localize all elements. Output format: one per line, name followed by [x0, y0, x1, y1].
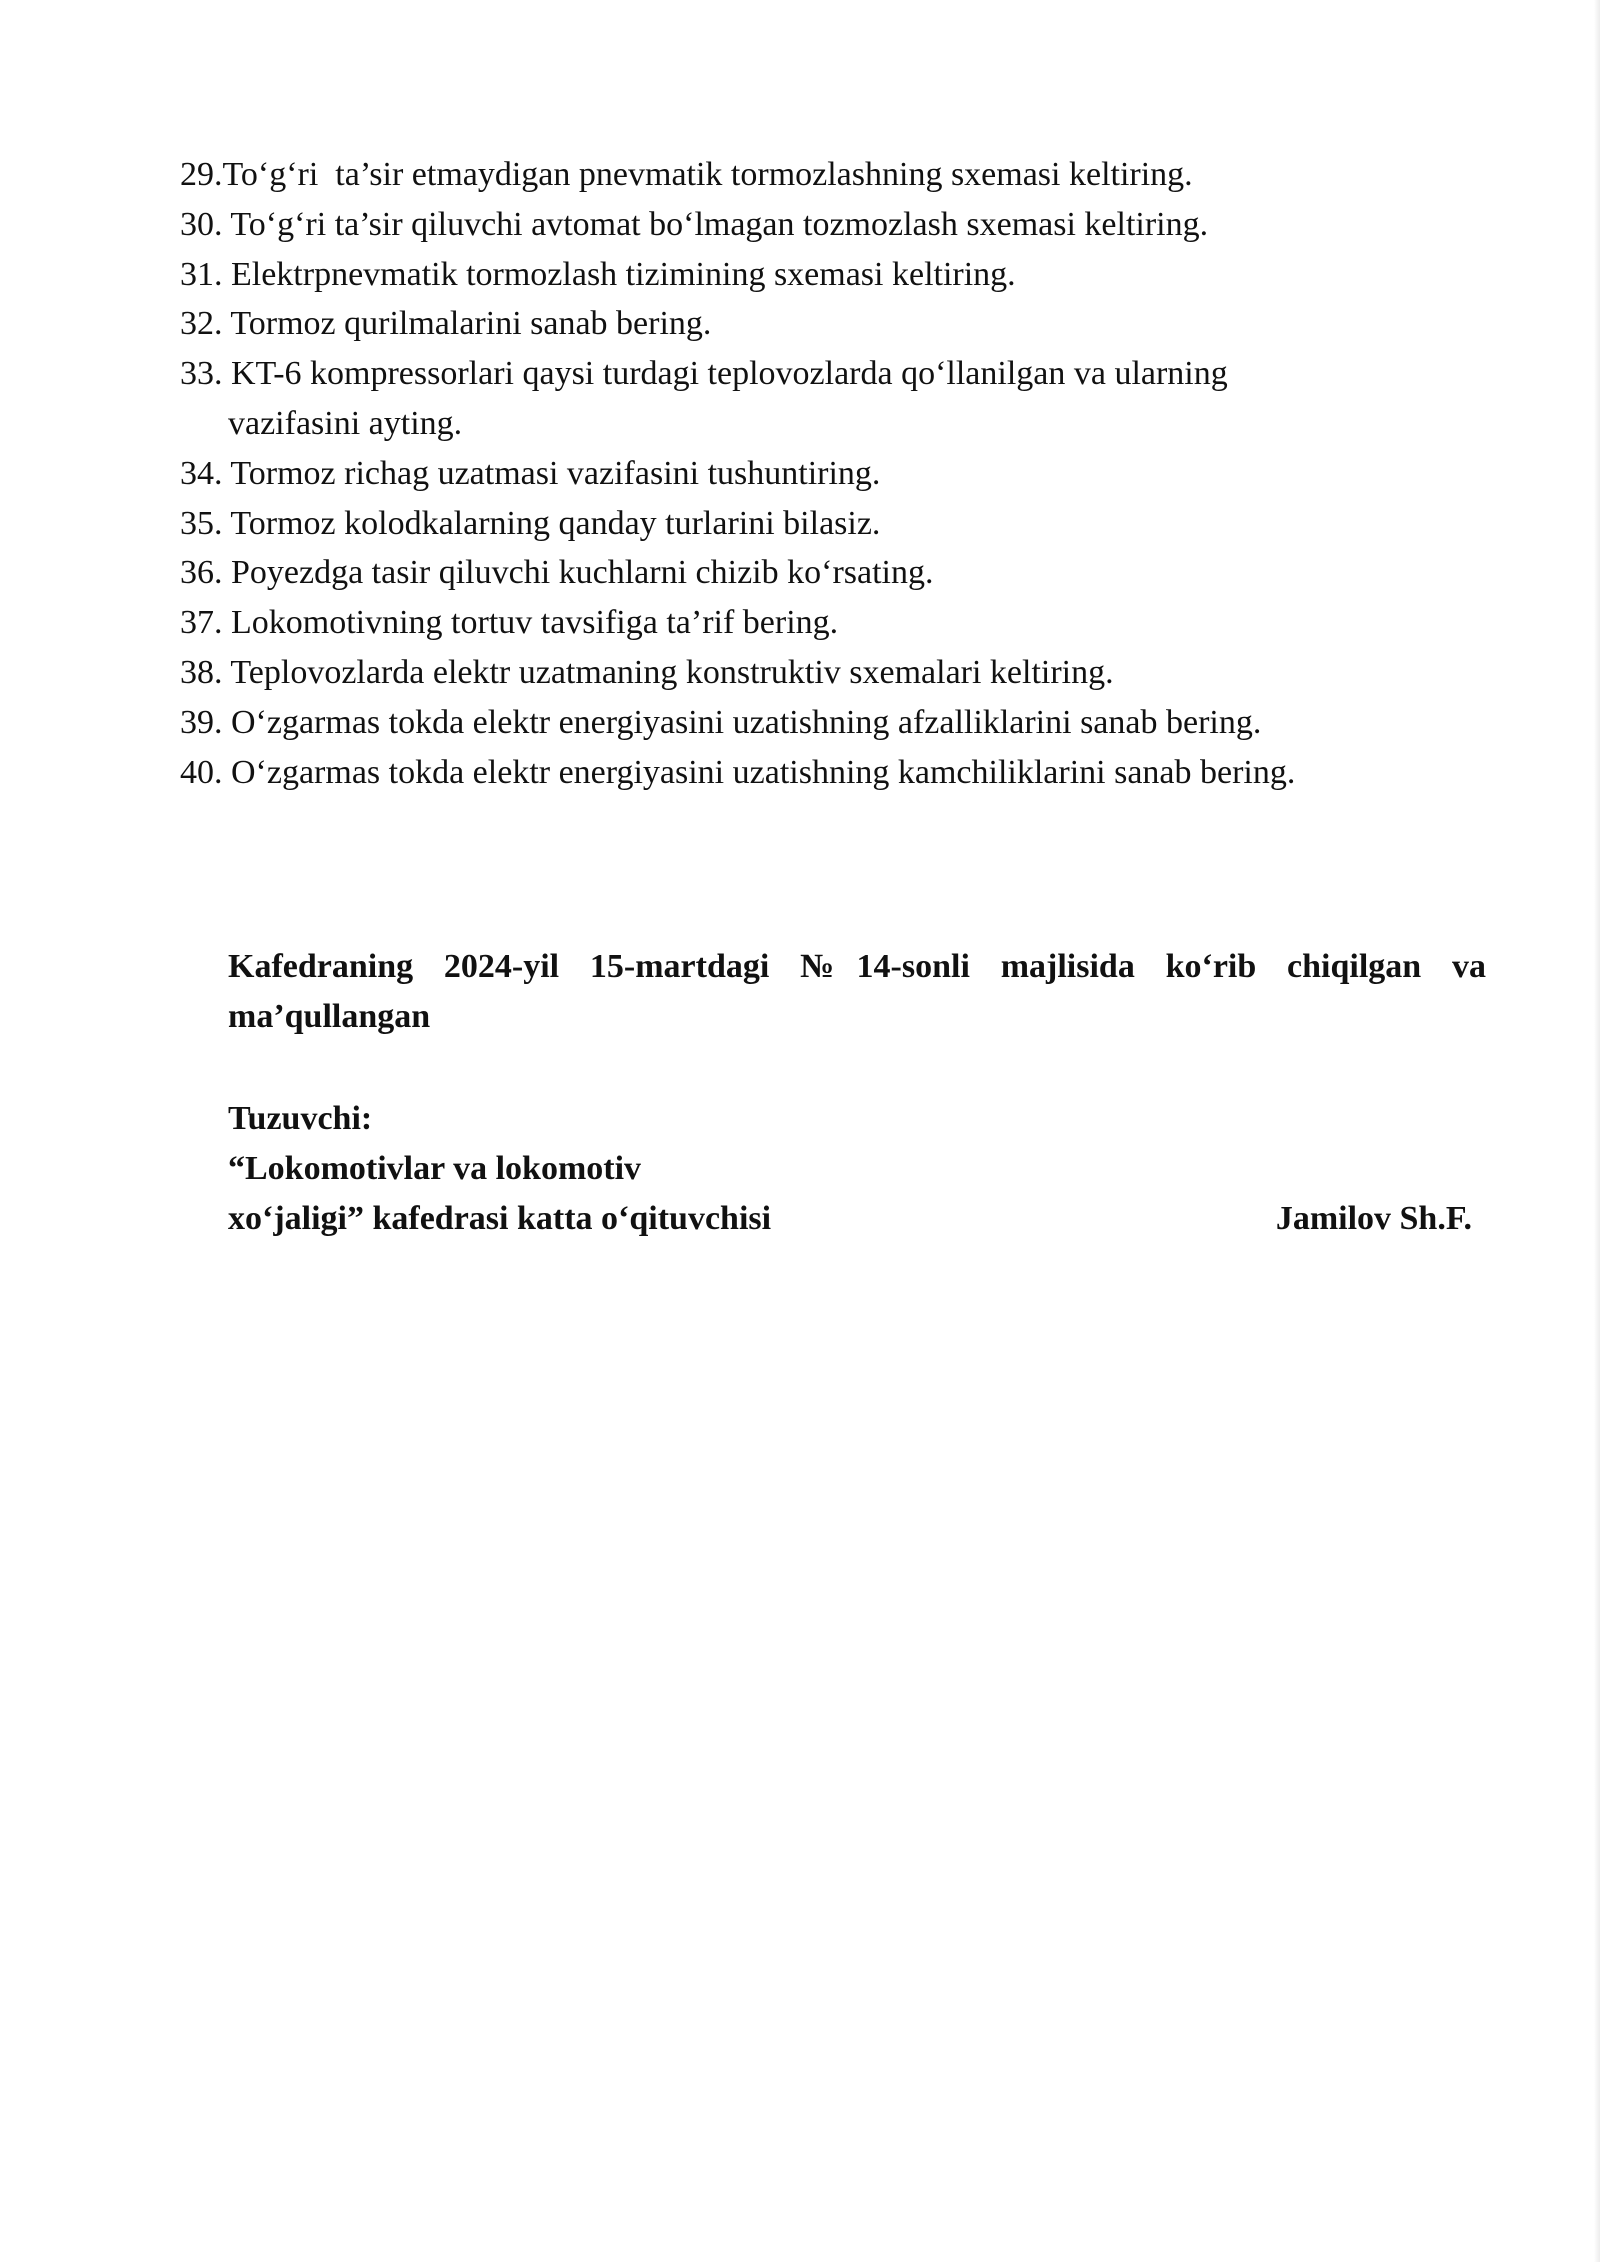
question-text: Elektrpnevmatik tormozlash tizimining sxemasi keltiring.: [222, 255, 1016, 293]
question-text: O‘zgarmas tokda elektr energiyasini uzatishning kamchiliklarini sanab bering.: [222, 753, 1296, 791]
question-number: 31.: [180, 255, 223, 293]
signature-department-line2: xo‘jaligi” kafedrasi katta o‘qituvchisi: [228, 1199, 772, 1237]
question-number: 34.: [180, 454, 223, 492]
question-item-31: [180, 250, 1480, 300]
question-number: 39.: [180, 703, 223, 741]
question-number: 37.: [180, 604, 223, 642]
question-text: O‘zgarmas tokda elektr energiyasini uzatishning afzalliklarini sanab bering.: [222, 703, 1262, 741]
question-list: [180, 150, 1480, 797]
question-number: 36.: [180, 554, 223, 592]
question-text: Lokomotivning tortuv tavsifiga ta’rif bering.: [222, 604, 839, 642]
question-number: 29.: [180, 156, 223, 193]
question-item-36: [180, 548, 1480, 598]
signature-block: [228, 1094, 1486, 1243]
question-text: Teplovozlarda elektr uzatmaning konstruktiv sxemalari keltiring.: [222, 653, 1114, 691]
signature-department-line1: “Lokomotivlar va lokomotiv: [228, 1149, 642, 1187]
question-number: 35.: [180, 504, 223, 542]
question-number: 33.: [180, 355, 223, 393]
signature-label: Tuzuvchi:: [228, 1100, 373, 1137]
question-text: To‘g‘ri ta’sir etmaydigan pnevmatik tormozlashning sxemasi keltiring.: [222, 156, 1193, 193]
question-item-39: [180, 698, 1480, 748]
question-number: 40.: [180, 753, 223, 791]
question-item-29: [180, 150, 1480, 200]
question-number: 30.: [180, 205, 223, 243]
question-item-34: [180, 449, 1480, 499]
question-text: Tormoz qurilmalarini sanab bering.: [222, 305, 712, 343]
question-item-35: [180, 499, 1480, 549]
question-text: KT-6 kompressorlari qaysi turdagi teplovozlarda qo‘llanilgan va ularning: [222, 355, 1228, 393]
question-item-32: [180, 299, 1480, 349]
question-number: 38.: [180, 653, 223, 691]
question-item-38: [180, 648, 1480, 698]
question-item-37: [180, 598, 1480, 648]
question-text: Tormoz kolodkalarning qanday turlarini bilasiz.: [222, 504, 881, 542]
question-number: 32.: [180, 305, 223, 343]
signature-name: Jamilov Sh.F.: [1275, 1199, 1472, 1237]
question-text: Poyezdga tasir qiluvchi kuchlarni chizib ko‘rsating.: [222, 554, 934, 592]
question-item-40: [180, 748, 1480, 798]
page-edge: [1594, 0, 1600, 2262]
question-text: To‘g‘ri ta’sir qiluvchi avtomat bo‘lmagan tozmozlash sxemasi keltiring.: [222, 205, 1209, 243]
approval-statement: Kafedraning 2024-yil 15-martdagi №14-sonli majlisida ko‘rib chiqilgan va ma’qullangan: [228, 948, 1486, 1035]
question-text: Tormoz richag uzatmasi vazifasini tushuntiring.: [222, 454, 881, 492]
question-item-33: [180, 349, 1480, 449]
question-item-30: [180, 200, 1480, 250]
question-text-continuation: vazifasini ayting.: [228, 404, 463, 442]
